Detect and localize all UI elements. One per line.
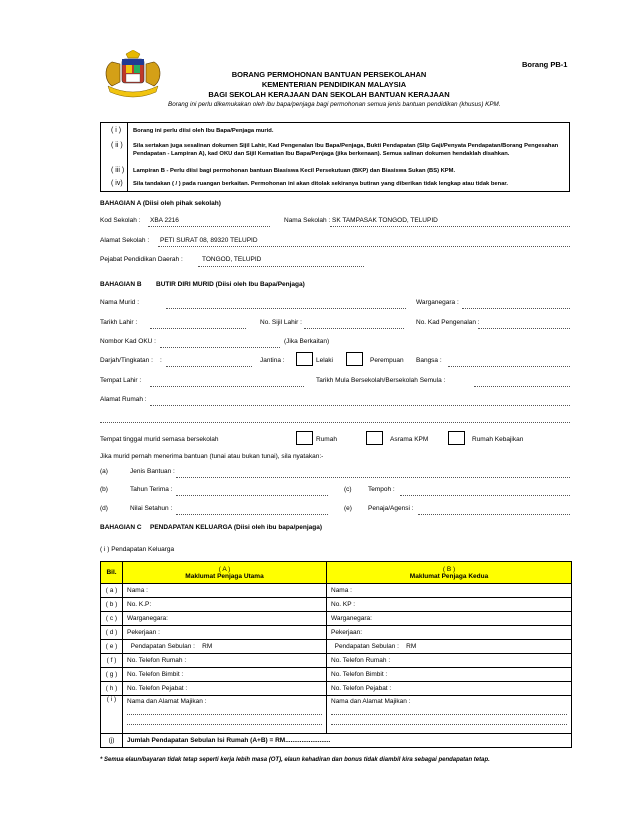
- penjaga-b-nama[interactable]: Nama :: [327, 584, 572, 598]
- row-index: ( g ): [101, 668, 123, 682]
- table-row: [101, 640, 572, 654]
- kad-oku-field[interactable]: [160, 347, 280, 348]
- darjah-field[interactable]: [166, 366, 252, 367]
- penjaga-b-tel-rumah[interactable]: No. Telefon Rumah :: [327, 654, 572, 668]
- note-num: ( iii ): [111, 167, 125, 174]
- rumah-kebajikan-checkbox[interactable]: [448, 431, 465, 445]
- note-text: Sila sertakan juga sesalinan dokumen Sijil Lahir, Kad Pengenalan Ibu Bapa/Penjaga, Bukti Pendapatan (Slip Gaji/Penyata Pendapatan/Borang Pengesahan: [133, 143, 559, 149]
- table-row: [101, 612, 572, 626]
- ppd-line: [198, 266, 364, 267]
- note-num: ( i ): [111, 127, 122, 134]
- note-num: ( ii ): [111, 142, 123, 149]
- row-index: ( a ): [101, 584, 123, 598]
- family-income-table: [100, 561, 572, 748]
- warganegara-field[interactable]: [462, 308, 570, 309]
- penjaga-a-warganegara[interactable]: Warganegara:: [123, 612, 327, 626]
- form-code: Borang PB-1: [522, 60, 568, 69]
- col-a-header: [123, 562, 327, 584]
- penjaga-b-majikan-cell[interactable]: [327, 696, 572, 734]
- darjah-colon: :: [160, 357, 162, 364]
- darjah-label: Darjah/Tingkatan :: [100, 357, 153, 364]
- jenis-bantuan-label: Jenis Bantuan :: [130, 468, 175, 475]
- kod-sekolah-value[interactable]: XBA 2216: [150, 217, 179, 224]
- table-row: [101, 668, 572, 682]
- asrama-label: Asrama KPM: [390, 436, 429, 443]
- asrama-checkbox[interactable]: [366, 431, 383, 445]
- section-c-title: BAHAGIAN C: [100, 524, 142, 531]
- tempoh-label: Tempoh :: [368, 486, 395, 493]
- header-subtitle: Borang ini perlu dikemukakan oleh ibu bapa/penjaga bagi permohonan semua jenis bantuan pendidikan (khusus) KPM.: [168, 101, 501, 108]
- header-line3: BAGI SEKOLAH KERAJAAN DAN SEKOLAH BANTUAN KERAJAAN: [208, 90, 450, 99]
- item-c-marker: (c): [344, 486, 352, 493]
- table-row: [101, 584, 572, 598]
- total-row: [101, 734, 572, 748]
- col-bil: Bil.: [101, 562, 123, 584]
- jenis-bantuan-field[interactable]: [176, 477, 570, 478]
- penjaga-b-pendapatan[interactable]: Pendapatan Sebulan : RM: [327, 640, 572, 654]
- alamat-sekolah-value[interactable]: PETI SURAT 08, 89320 TELUPID: [160, 237, 258, 244]
- header-line1: BORANG PERMOHONAN BANTUAN PERSEKOLAHAN: [231, 70, 427, 79]
- tahun-terima-field[interactable]: [176, 495, 328, 496]
- col-a-marker: ( A ): [218, 565, 231, 573]
- perempuan-checkbox[interactable]: [346, 352, 363, 366]
- penjaga-a-nama[interactable]: Nama :: [123, 584, 327, 598]
- penjaga-a-majikan-cell[interactable]: [123, 696, 327, 734]
- pernah-menerima-label: Jika murid pernah menerima bantuan (tunai atau bukan tunai), sila nyatakan:-: [100, 453, 324, 460]
- alamat-sekolah-label: Alamat Sekolah :: [100, 237, 150, 244]
- penjaga-b-pekerjaan[interactable]: Pekerjaan:: [327, 626, 572, 640]
- penjaga-a-tel-bimbit[interactable]: No. Telefon Bimbit :: [123, 668, 327, 682]
- kad-pengenalan-field[interactable]: [478, 328, 570, 329]
- col-b-header: [327, 562, 572, 584]
- penjaga-a-tel-pejabat[interactable]: No. Telefon Pejabat :: [123, 682, 327, 696]
- row-index: ( b ): [101, 598, 123, 612]
- note-text: Lampiran B - Perlu diisi bagi permohonan bantuan Biasiswa Kecil Persekutuan (BKP) dan Biasiswa Sukan (BS) KPM.: [133, 168, 456, 174]
- note-num: ( iv): [111, 180, 123, 187]
- nama-murid-label: Nama Murid :: [100, 299, 140, 306]
- item-e-marker: (e): [344, 505, 352, 512]
- ppd-value[interactable]: TONGOD, TELUPID: [202, 256, 262, 263]
- tempat-lahir-label: Tempat Lahir :: [100, 377, 142, 384]
- alamat-rumah-label: Alamat Rumah :: [100, 396, 147, 403]
- section-b-subtitle: BUTIR DIRI MURID (Diisi oleh Ibu Bapa/Penjaga): [156, 281, 305, 288]
- row-index: ( e ): [101, 640, 123, 654]
- row-index: ( f ): [101, 654, 123, 668]
- penjaga-a-pekerjaan[interactable]: Pekerjaan :: [123, 626, 327, 640]
- lelaki-label: Lelaki: [316, 357, 333, 364]
- pendapatan-keluarga-label: ( i ) Pendapatan Keluarga: [100, 546, 175, 553]
- item-d-marker: (d): [100, 505, 108, 512]
- penjaga-a-majikan: Nama dan Alamat Majikan :: [127, 698, 207, 705]
- table-row: [101, 682, 572, 696]
- kod-sekolah-label: Kod Sekolah :: [100, 217, 141, 224]
- rumah-kebajikan-label: Rumah Kebajikan: [472, 436, 524, 443]
- penjaga-b-kp[interactable]: No. KP :: [327, 598, 572, 612]
- col-b-marker: ( B ): [442, 565, 456, 573]
- tempoh-field[interactable]: [400, 495, 570, 496]
- sijil-lahir-label: No. Sijil Lahir :: [260, 319, 302, 326]
- table-row: [101, 696, 572, 734]
- instructions-box: [100, 122, 570, 192]
- penaja-label: Penaja/Agensi :: [368, 505, 414, 512]
- table-row: [101, 626, 572, 640]
- row-index: ( c ): [101, 612, 123, 626]
- perempuan-label: Perempuan: [370, 357, 404, 364]
- nilai-setahun-label: Nilai Setahun :: [130, 505, 173, 512]
- penjaga-b-majikan-line-2[interactable]: [331, 715, 567, 725]
- penjaga-a-pendapatan[interactable]: Pendapatan Sebulan : RM: [123, 640, 327, 654]
- rumah-label: Rumah: [316, 436, 337, 443]
- bangsa-label: Bangsa :: [416, 357, 442, 364]
- row-index: ( d ): [101, 626, 123, 640]
- tahun-terima-label: Tahun Terima :: [130, 486, 173, 493]
- penjaga-b-warganegara[interactable]: Warganegara:: [327, 612, 572, 626]
- nilai-setahun-field[interactable]: [176, 514, 328, 515]
- kod-sekolah-line: [148, 226, 270, 227]
- section-b-title: BAHAGIAN B: [100, 281, 142, 288]
- tarikh-mula-label: Tarikh Mula Bersekolah/Bersekolah Semula :: [316, 377, 446, 384]
- note-text: Sila tandakan ( / ) pada ruangan berkaitan. Permohonan ini akan ditolak sekiranya butiran yang diberikan tidak lengkap atau tidak benar.: [133, 181, 508, 187]
- kad-oku-label: Nombor Kad OKU :: [100, 338, 156, 345]
- tarikh-mula-field[interactable]: [474, 386, 570, 387]
- penjaga-b-tel-bimbit[interactable]: No. Telefon Bimbit :: [327, 668, 572, 682]
- tempat-lahir-field[interactable]: [150, 386, 304, 387]
- nama-murid-field[interactable]: [166, 308, 406, 309]
- kad-pengenalan-label: No. Kad Pengenalan :: [416, 319, 480, 326]
- note-text-cont: Pendapatan - Lampiran A), kad OKU dan Sijil Kematian Ibu Bapa/Penjaga (jika berkenaan). Semua salinan dokumen hendaklah disahkan.: [133, 151, 510, 157]
- section-c-subtitle: PENDAPATAN KELUARGA (Diisi oleh ibu bapa/penjaga): [150, 524, 323, 531]
- jantina-label: Jantina :: [260, 357, 285, 364]
- total-index: (j): [101, 734, 123, 748]
- nama-sekolah-line: [330, 226, 570, 227]
- note-text: Borang ini perlu diisi oleh Ibu Bapa/Penjaga murid.: [133, 128, 274, 134]
- row-index: ( h ): [101, 682, 123, 696]
- header-line2: KEMENTERIAN PENDIDIKAN MALAYSIA: [261, 80, 407, 89]
- lelaki-checkbox[interactable]: [296, 352, 313, 366]
- penjaga-a-majikan-line-2[interactable]: [127, 715, 322, 725]
- warganegara-label: Warganegara :: [416, 299, 459, 306]
- col-a-label: Maklumat Penjaga Utama: [185, 572, 264, 580]
- total-income[interactable]: Jumlah Pendapatan Sebulan Isi Rumah (A+B) = RM.........................: [123, 734, 572, 748]
- item-a-marker: (a): [100, 468, 108, 475]
- tarikh-lahir-field[interactable]: [150, 328, 246, 329]
- tarikh-lahir-label: Tarikh Lahir :: [100, 319, 138, 326]
- penjaga-a-tel-rumah[interactable]: No. Telefon Rumah :: [123, 654, 327, 668]
- bangsa-field[interactable]: [448, 366, 570, 367]
- col-b-label: Maklumat Penjaga Kedua: [409, 572, 489, 580]
- ppd-label: Pejabat Pendidikan Daerah :: [100, 256, 183, 263]
- tempat-tinggal-label: Tempat tinggal murid semasa bersekolah: [100, 436, 219, 443]
- penjaga-b-tel-pejabat[interactable]: No. Telefon Pejabat :: [327, 682, 572, 696]
- table-row: [101, 654, 572, 668]
- nama-sekolah-value[interactable]: SK TAMPASAK TONGOD, TELUPID: [332, 217, 438, 224]
- penjaga-b-majikan-line[interactable]: [331, 705, 567, 715]
- penjaga-a-kp[interactable]: No. K.P:: [123, 598, 327, 612]
- penaja-field[interactable]: [418, 514, 570, 515]
- table-header-row: [101, 562, 572, 584]
- row-index: ( i ): [101, 696, 123, 734]
- penjaga-a-majikan-line[interactable]: [127, 705, 322, 715]
- section-a-title: BAHAGIAN A (Diisi oleh pihak sekolah): [100, 200, 221, 207]
- table-row: [101, 598, 572, 612]
- footnote: * Semua elaun/bayaran tidak tetap seperti kerja lebih masa (OT), elaun kehadiran dan bonus tidak diambil kira sebagai pendapatan tetap.: [100, 757, 490, 763]
- rumah-checkbox[interactable]: [296, 431, 313, 445]
- alamat-rumah-field-2[interactable]: [100, 422, 570, 423]
- nama-sekolah-label: Nama Sekolah :: [284, 217, 331, 224]
- jika-berkaitan-note: (Jika Berkaitan): [284, 338, 330, 345]
- alamat-rumah-field[interactable]: [150, 405, 570, 406]
- sijil-lahir-field[interactable]: [304, 328, 404, 329]
- item-b-marker: (b): [100, 486, 108, 493]
- penjaga-b-majikan: Nama dan Alamat Majikan :: [331, 698, 411, 705]
- alamat-sekolah-line: [158, 246, 570, 247]
